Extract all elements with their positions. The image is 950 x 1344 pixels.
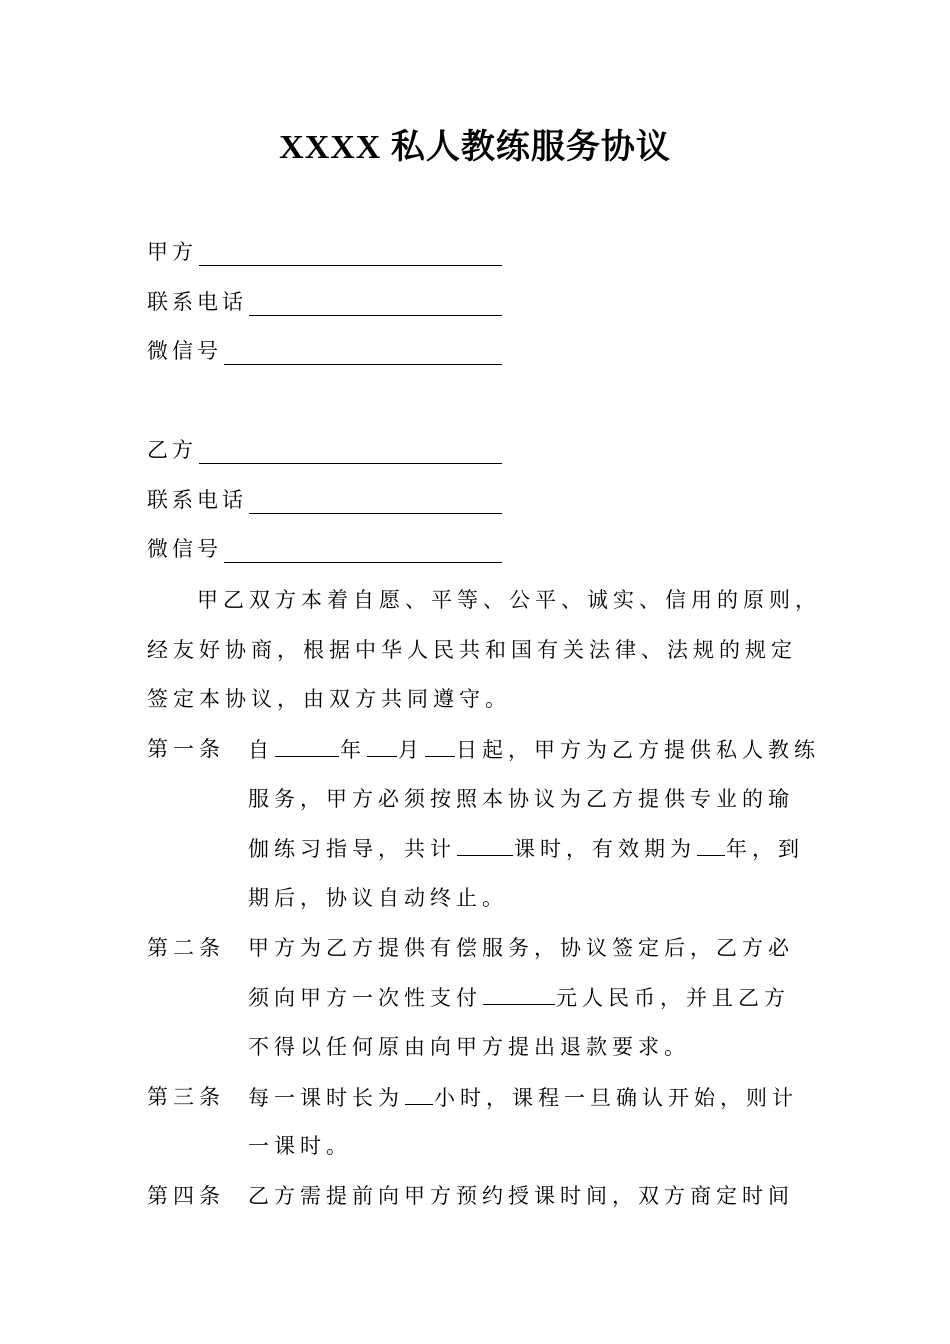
article-1-text: 伽练习指导，共计	[248, 837, 456, 861]
party-a-wechat-label: 微信号	[147, 339, 222, 363]
party-a-wechat-field	[147, 331, 502, 365]
article-1-line-1	[248, 732, 820, 767]
article-1-text: 自	[248, 738, 274, 762]
article-1-text: 年，到	[726, 837, 804, 861]
article-1-line-4	[248, 881, 508, 915]
article-1-text: 期后，协议自动终止。	[248, 886, 508, 910]
start-month-blank[interactable]	[367, 732, 397, 757]
validity-years-blank[interactable]	[697, 831, 725, 856]
article-2-text: 甲方为乙方提供有偿服务，协议签定后，乙方必	[248, 936, 794, 960]
party-a-name-blank[interactable]	[199, 239, 502, 266]
article-2-label: 第二条	[147, 936, 225, 960]
party-a-phone-field	[147, 282, 502, 316]
party-a-name-field	[147, 232, 502, 266]
party-b-wechat-label: 微信号	[147, 537, 222, 561]
preamble-line-1: 甲乙双方本着自愿、平等、公平、诚实、信用的原则，	[197, 588, 821, 612]
article-4-line-1	[248, 1179, 794, 1213]
article-1-text: 月	[398, 738, 424, 762]
article-1-line-3	[248, 831, 804, 866]
preamble-line-2: 经友好协商，根据中华人民共和国有关法律、法规的规定	[147, 638, 797, 662]
article-3-label: 第三条	[147, 1085, 225, 1109]
article-1-line-2	[248, 782, 794, 816]
party-a-name-label: 甲方	[147, 240, 197, 264]
article-3-line-1	[248, 1080, 798, 1115]
article-2-text: 不得以任何原由向甲方提出退款要求。	[248, 1035, 690, 1059]
article-2-line-3	[248, 1030, 690, 1064]
party-b-wechat-field	[147, 529, 502, 563]
party-b-name-blank[interactable]	[199, 437, 502, 464]
article-3-line-2	[248, 1129, 352, 1163]
article-1-label: 第一条	[147, 737, 225, 761]
party-b-phone-blank[interactable]	[249, 487, 502, 514]
party-a-phone-blank[interactable]	[249, 289, 502, 316]
lesson-count-blank[interactable]	[457, 831, 513, 856]
payment-amount-blank[interactable]	[483, 980, 555, 1005]
article-4-text: 乙方需提前向甲方预约授课时间，双方商定时间	[248, 1184, 794, 1208]
article-1-text: 日起，甲方为乙方提供私人教练	[456, 738, 820, 762]
party-b-phone-label: 联系电话	[147, 488, 247, 512]
party-b-name-label: 乙方	[147, 438, 197, 462]
party-b-wechat-blank[interactable]	[224, 536, 502, 563]
article-3-text: 小时，课程一旦确认开始，则计	[434, 1086, 798, 1110]
article-2-line-2	[248, 980, 790, 1015]
article-1-text: 年	[340, 738, 366, 762]
article-2-text: 须向甲方一次性支付	[248, 986, 482, 1010]
article-2-text: 元人民币，并且乙方	[556, 986, 790, 1010]
preamble-line-3: 签定本协议，由双方共同遵守。	[147, 687, 511, 711]
start-day-blank[interactable]	[425, 732, 455, 757]
article-1-text: 课时，有效期为	[514, 837, 696, 861]
article-2-line-1	[248, 931, 794, 965]
start-year-blank[interactable]	[275, 732, 339, 757]
party-a-wechat-blank[interactable]	[224, 338, 502, 365]
lesson-hours-blank[interactable]	[405, 1080, 433, 1105]
party-b-name-field	[147, 430, 502, 464]
article-1-text: 服务，甲方必须按照本协议为乙方提供专业的瑜	[248, 787, 794, 811]
article-3-text: 一课时。	[248, 1134, 352, 1158]
article-4-label: 第四条	[147, 1184, 225, 1208]
article-3-text: 每一课时长为	[248, 1086, 404, 1110]
party-a-phone-label: 联系电话	[147, 290, 247, 314]
party-b-phone-field	[147, 480, 502, 514]
document-title: XXXX 私人教练服务协议	[279, 129, 671, 166]
